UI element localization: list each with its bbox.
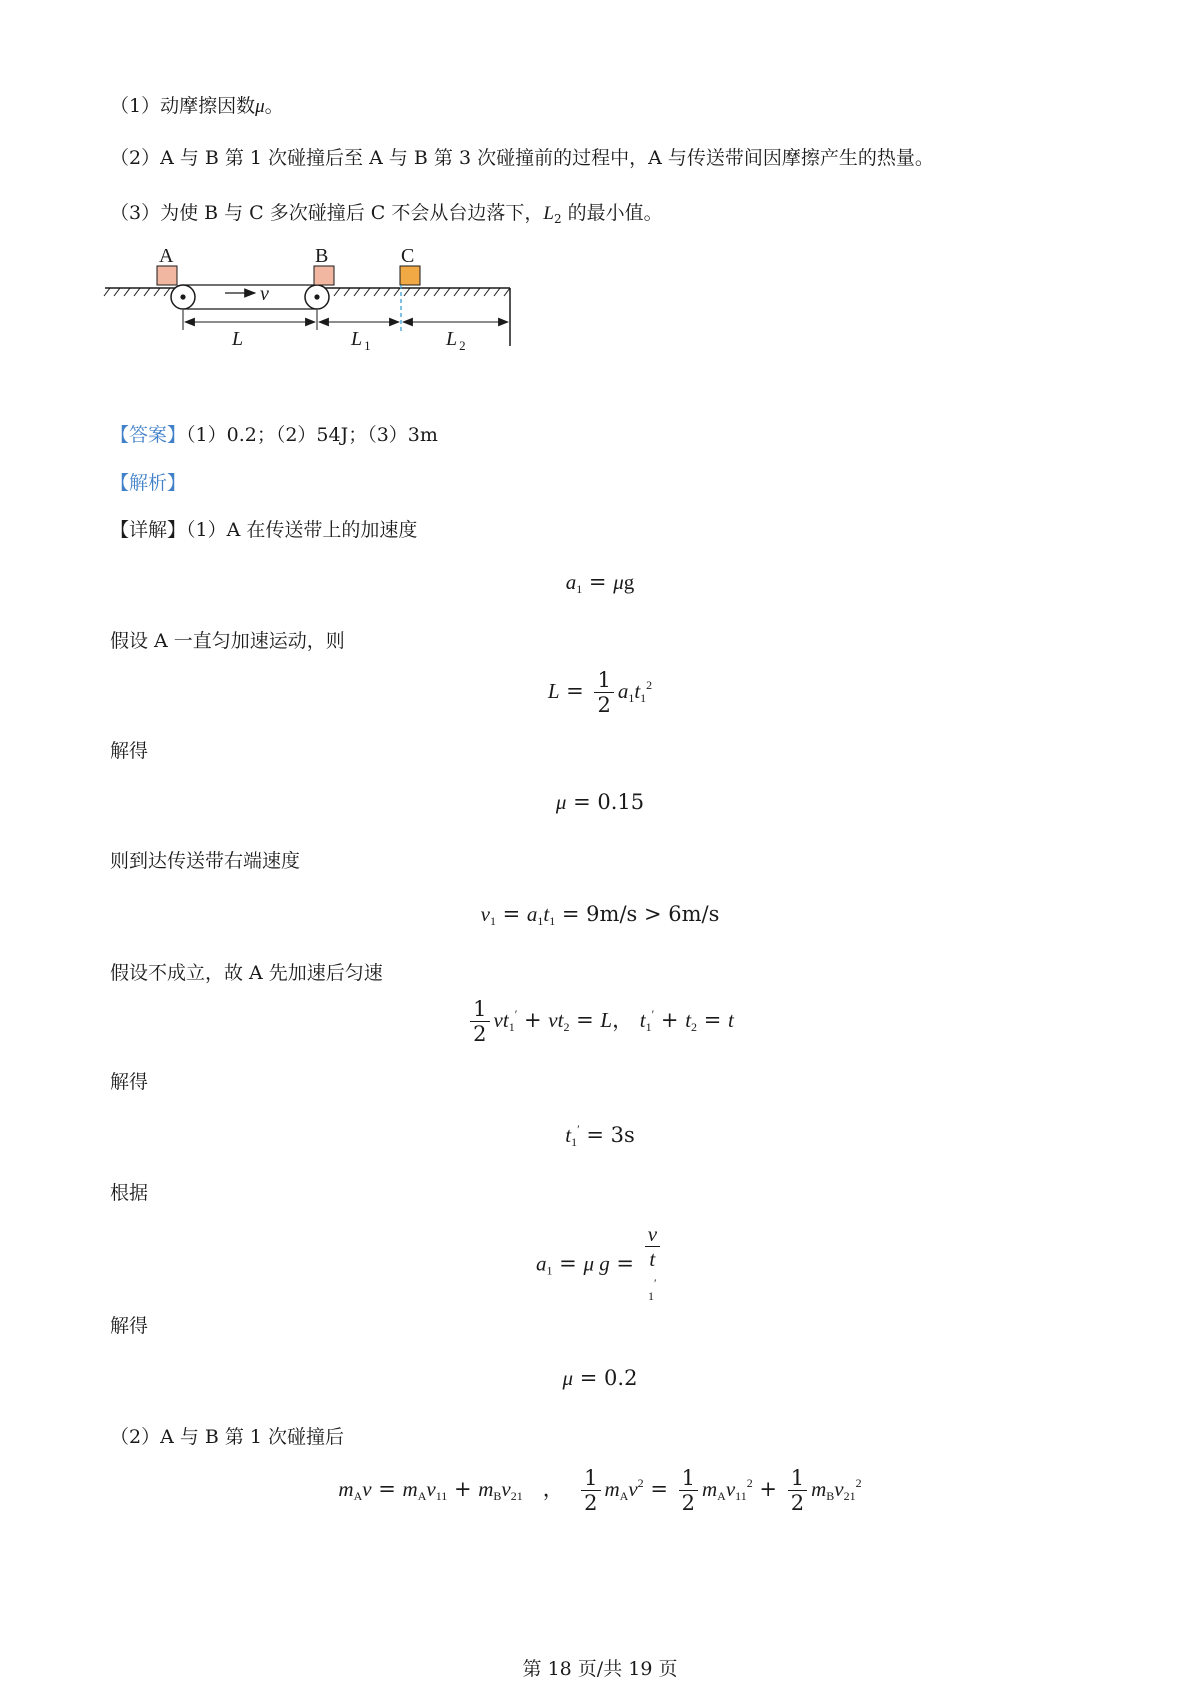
- detail-p5: 假设不成立，故 A 先加速后匀速: [110, 962, 383, 984]
- detail-p8: 解得: [110, 1315, 149, 1337]
- page-footer: 第 18 页/共 19 页: [522, 1658, 678, 1680]
- detail-p9: （2）A 与 B 第 1 次碰撞后: [110, 1426, 345, 1448]
- detail-p7: 根据: [110, 1182, 149, 1204]
- block-c: [400, 266, 420, 285]
- equation-2: L = $\frac{1}{2}$ $a_1t_1^2$: [547, 668, 653, 717]
- label-l2: L $_2$: [446, 328, 466, 353]
- answer-label: 【答案】: [110, 424, 187, 446]
- detail-label: 【详解】: [110, 519, 187, 541]
- block-b-label: B: [315, 245, 329, 267]
- question-3-pre: （3）为使 B 与 C 多次碰撞后 C 不会从台边落下，: [110, 202, 544, 224]
- block-c-label: C: [401, 245, 415, 267]
- equation-7: $a_1 = \mu$ g = v t $_1$′: [0, 1222, 1200, 1308]
- detail-p4: 则到达传送带右端速度: [110, 850, 301, 872]
- block-a: [157, 266, 177, 285]
- block-b: [314, 266, 334, 285]
- question-1: [110, 92, 284, 121]
- question-3-post: 的最小值。: [561, 202, 663, 224]
- detail-p6: 解得: [110, 1071, 149, 1093]
- detail-p2: 假设 A 一直匀加速运动，则: [110, 630, 345, 652]
- question-3: [110, 199, 663, 233]
- equation-6: $t_1' = 3s$: [565, 1122, 635, 1149]
- question-1-text: （1）动摩擦因数: [110, 95, 256, 117]
- label-l: L: [232, 328, 244, 350]
- label-l1: L $_1$: [351, 328, 371, 353]
- equation-1: $a_1 = \mu g$: [565, 570, 635, 596]
- block-a-label: A: [159, 245, 174, 267]
- velocity-label: v: [260, 283, 269, 305]
- equation-9: $m_Av = m_Av_{11} + m_Bv_{21}$ ， $\frac{1}{2}$ $m_Av^2$ = $\frac{1}{2}$ $m_Av_{11}^2$ + $\frac{1}{2}$ $m_Bv_{21}^2$: [338, 1466, 862, 1515]
- question-1-end: 。: [264, 95, 284, 117]
- detail-p3: 解得: [110, 740, 149, 762]
- mu-symbol: μ: [255, 96, 265, 117]
- equation-3: μ = 0.15: [555, 790, 645, 814]
- equation-8: μ = 0.2: [562, 1366, 638, 1390]
- question-2: （2）A 与 B 第 1 次碰撞后至 A 与 B 第 3 次碰撞前的过程中，A 与传送带间因摩擦产生的热量。: [110, 147, 934, 169]
- question-3-sub: 2: [553, 212, 562, 226]
- question-3-symbol: L: [543, 203, 554, 224]
- analysis-label: 【解析】: [110, 472, 187, 494]
- detail-line: [110, 516, 417, 544]
- answer-text: （1）0.2；（2）54J；（3）3m: [186, 424, 438, 446]
- detail-p1: （1）A 在传送带上的加速度: [186, 519, 418, 541]
- answer-line: [110, 421, 438, 449]
- conveyor-diagram: [100, 245, 570, 378]
- equation-4: $v_1 = a_1t_1 = 9m/s > 6m/s$: [480, 902, 720, 928]
- equation-5: $\frac{1}{2}$ $vt_1' + vt_2 = L$， $t_1' + t_2 = t$: [0, 997, 1200, 1046]
